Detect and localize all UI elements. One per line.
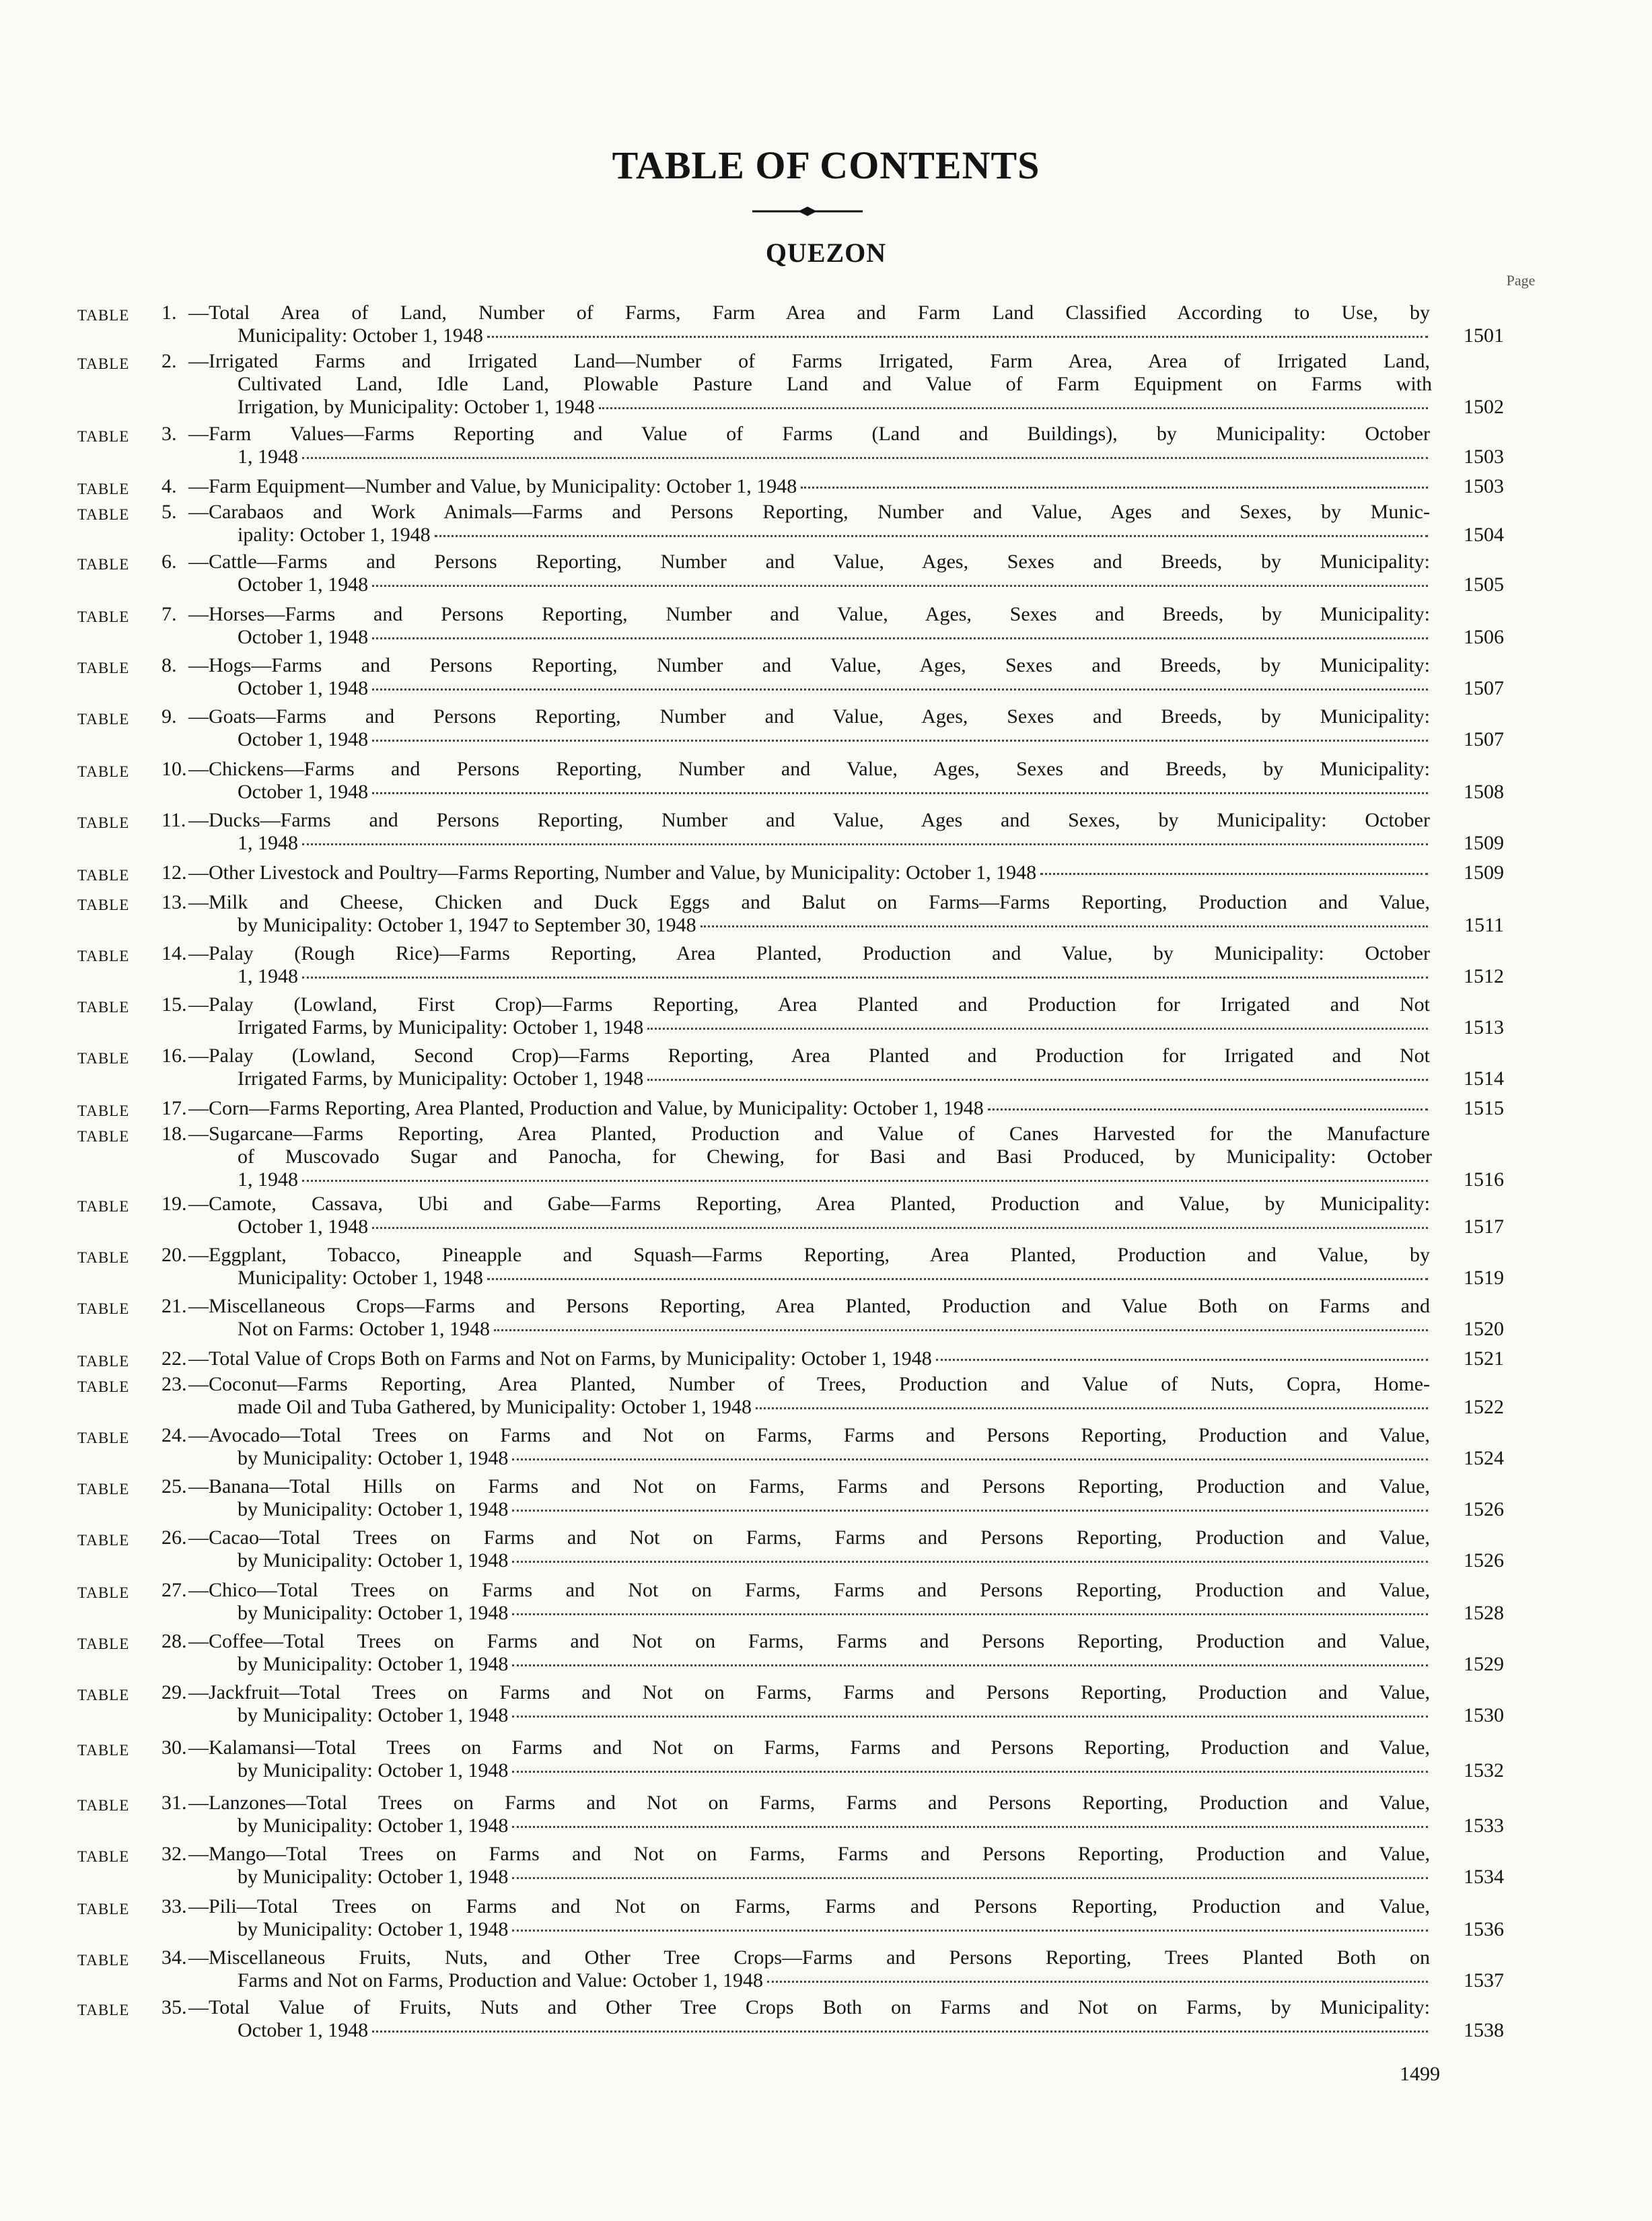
toc-entry-label: TABLE xyxy=(77,1050,130,1067)
toc-entry-title: —Camote, Cassava, Ubi and Gabe—Farms Reporting, Area Planted, Production and Value, by Municipality: xyxy=(188,1193,1430,1215)
toc-entry-page: 1502 xyxy=(1464,396,1504,418)
toc-entry-title-continued: October 1, 1948 xyxy=(238,1215,369,1238)
toc-entry-number: 2. xyxy=(161,350,177,372)
toc-entry-title-continued: October 1, 1948 xyxy=(238,626,369,648)
toc-entry-page: 1507 xyxy=(1464,728,1504,750)
toc-entry-title-continued: of Muscovado Sugar and Panocha, for Chewing, for Basi and Basi Produced, by Municipality: October xyxy=(238,1145,1432,1168)
toc-entry[interactable] xyxy=(77,809,1504,855)
toc-entry-page: 1538 xyxy=(1464,2019,1504,2041)
toc-entry-title-continued: by Municipality: October 1, 1948 xyxy=(238,1549,509,1572)
toc-entry-title-continued: October 1, 1948 xyxy=(238,781,369,803)
dot-leader xyxy=(647,1079,1428,1081)
toc-entry[interactable] xyxy=(77,551,1504,596)
toc-entry-number: 15. xyxy=(161,993,187,1016)
toc-entry-title-continued: by Municipality: October 1, 1948 xyxy=(238,1918,509,1940)
toc-entry-page: 1533 xyxy=(1464,1814,1504,1837)
dot-leader xyxy=(302,1180,1428,1182)
toc-entry-page: 1501 xyxy=(1464,324,1504,347)
toc-entry-title-continued: Irrigated Farms, by Municipality: October 1, 1948 xyxy=(238,1016,644,1038)
toc-entry-page: 1513 xyxy=(1464,1016,1504,1038)
toc-entry-number: 11. xyxy=(161,809,186,831)
toc-entry-page: 1511 xyxy=(1464,914,1504,936)
toc-entry-title-continued: Cultivated Land, Idle Land, Plowable Pasture Land and Value of Farm Equipment on Farms with xyxy=(238,373,1432,395)
toc-entry-title: —Hogs—Farms and Persons Reporting, Number and Value, Ages, Sexes and Breeds, by Municipality: xyxy=(188,654,1430,676)
toc-entry-page: 1526 xyxy=(1464,1498,1504,1520)
toc-entry-title-continued: by Municipality: October 1, 1947 to September 30, 1948 xyxy=(238,914,696,936)
toc-entry[interactable] xyxy=(77,861,1504,884)
toc-entry-title: —Eggplant, Tobacco, Pineapple and Squash—Farms Reporting, Area Planted, Production and Value, by xyxy=(188,1244,1430,1266)
page-title: TABLE OF CONTENTS xyxy=(612,143,1040,187)
toc-entry-label: TABLE xyxy=(77,948,130,964)
toc-entry-title-continued: Municipality: October 1, 1948 xyxy=(238,324,483,347)
toc-entry[interactable] xyxy=(77,705,1504,751)
toc-entry-label: TABLE xyxy=(77,307,130,324)
toc-entry-page: 1516 xyxy=(1464,1168,1504,1191)
toc-entry[interactable] xyxy=(77,423,1504,468)
toc-entry-title: —Farm Values—Farms Reporting and Value of Farms (Land and Buildings), by Municipality: October xyxy=(188,423,1430,445)
toc-entry-number: 7. xyxy=(161,603,177,625)
toc-entry-title-continued: by Municipality: October 1, 1948 xyxy=(238,1602,509,1624)
toc-entry[interactable] xyxy=(77,475,1504,498)
dot-leader xyxy=(487,336,1428,338)
toc-entry[interactable] xyxy=(77,758,1504,804)
toc-entry-label: TABLE xyxy=(77,660,130,676)
toc-entry-title-continued: 1, 1948 xyxy=(238,1168,298,1191)
toc-entry-page: 1528 xyxy=(1464,1602,1504,1624)
toc-entry-label: TABLE xyxy=(77,1687,130,1703)
toc-entry-label: TABLE xyxy=(77,428,130,445)
toc-entry-number: 9. xyxy=(161,705,177,728)
toc-entry-label: TABLE xyxy=(77,1300,130,1317)
toc-entry-title: —Coffee—Total Trees on Farms and Not on Farms, Farms and Persons Reporting, Production and Value, xyxy=(188,1630,1430,1652)
toc-entry-label: TABLE xyxy=(77,1848,130,1865)
toc-entry-label: TABLE xyxy=(77,1249,130,1266)
toc-entry[interactable] xyxy=(77,1097,1504,1120)
toc-entry[interactable] xyxy=(77,1843,1504,1889)
dot-leader xyxy=(512,1771,1428,1773)
dot-leader xyxy=(512,1930,1428,1932)
toc-entry-label: TABLE xyxy=(77,481,130,497)
toc-entry-title-continued: 1, 1948 xyxy=(238,446,298,468)
toc-entry-title: —Jackfruit—Total Trees on Farms and Not on Farms, Farms and Persons Reporting, Production and Value, xyxy=(188,1681,1430,1703)
toc-entry-page: 1520 xyxy=(1464,1318,1504,1340)
toc-entry[interactable] xyxy=(77,603,1504,649)
dot-leader xyxy=(302,977,1428,979)
toc-entry-title-continued: ipality: October 1, 1948 xyxy=(238,524,431,546)
toc-entry-title: —Other Livestock and Poultry—Farms Reporting, Number and Value, by Municipality: October 1, 1948 xyxy=(188,861,1037,884)
toc-entry-number: 25. xyxy=(161,1475,187,1497)
toc-entry-page: 1506 xyxy=(1464,626,1504,648)
dot-leader xyxy=(372,2031,1428,2033)
toc-entry[interactable] xyxy=(77,942,1504,988)
toc-entry-title-continued: October 1, 1948 xyxy=(238,2019,369,2041)
toc-entry-label: TABLE xyxy=(77,355,130,372)
toc-entry-title: —Miscellaneous Fruits, Nuts, and Other Tree Crops—Farms and Persons Reporting, Trees Planted Both on xyxy=(188,1946,1430,1969)
toc-entry-title: —Corn—Farms Reporting, Area Planted, Production and Value, by Municipality: October 1, 1948 xyxy=(188,1097,984,1119)
toc-entry-number: 18. xyxy=(161,1123,187,1145)
toc-entry-title-continued: made Oil and Tuba Gathered, by Municipality: October 1, 1948 xyxy=(238,1396,752,1418)
toc-entry-number: 20. xyxy=(161,1244,187,1266)
toc-entry[interactable] xyxy=(77,1244,1504,1290)
toc-entry-page: 1537 xyxy=(1464,1969,1504,1991)
toc-entry-page: 1532 xyxy=(1464,1759,1504,1782)
dot-leader xyxy=(512,1613,1428,1615)
toc-entry[interactable] xyxy=(77,993,1504,1039)
toc-entry-number: 12. xyxy=(161,861,187,884)
toc-entry[interactable] xyxy=(77,350,1504,419)
toc-entry-title-continued: Farms and Not on Farms, Production and Value: October 1, 1948 xyxy=(238,1969,764,1991)
toc-entry-label: TABLE xyxy=(77,1481,130,1497)
toc-entry-label: TABLE xyxy=(77,1742,130,1759)
toc-entry-label: TABLE xyxy=(77,999,130,1016)
toc-entry-page: 1507 xyxy=(1464,677,1504,699)
toc-entry-label: TABLE xyxy=(77,1584,130,1601)
toc-entry-label: TABLE xyxy=(77,763,130,780)
toc-entry-label: TABLE xyxy=(77,1532,130,1549)
toc-entry-number: 8. xyxy=(161,654,177,676)
dot-leader xyxy=(372,689,1428,691)
toc-entry[interactable] xyxy=(77,891,1504,937)
toc-entry-title: —Coconut—Farms Reporting, Area Planted, Number of Trees, Production and Value of Nuts, Copra, Home- xyxy=(188,1373,1430,1395)
toc-entry-number: 34. xyxy=(161,1946,187,1969)
toc-entry-title: —Mango—Total Trees on Farms and Not on Farms, Farms and Persons Reporting, Production and Value, xyxy=(188,1843,1430,1865)
toc-entry-page: 1534 xyxy=(1464,1866,1504,1888)
toc-entry-title: —Horses—Farms and Persons Reporting, Number and Value, Ages, Sexes and Breeds, by Municipality: xyxy=(188,603,1430,625)
toc-entry-title: —Sugarcane—Farms Reporting, Area Planted, Production and Value of Canes Harvested for the Manufacture xyxy=(188,1123,1430,1145)
toc-entry[interactable] xyxy=(77,1045,1504,1090)
page-column-header: Page xyxy=(1506,272,1536,289)
dot-leader xyxy=(701,925,1428,927)
toc-entry-number: 6. xyxy=(161,551,177,573)
toc-entry-label: TABLE xyxy=(77,506,130,523)
toc-entry[interactable] xyxy=(77,1347,1504,1370)
toc-entry-page: 1536 xyxy=(1464,1918,1504,1940)
toc-entry[interactable] xyxy=(77,1475,1504,1521)
dot-leader xyxy=(988,1108,1428,1110)
toc-entry[interactable] xyxy=(77,1579,1504,1625)
dot-leader xyxy=(801,487,1428,489)
toc-entry-title: —Kalamansi—Total Trees on Farms and Not on Farms, Farms and Persons Reporting, Production and Value, xyxy=(188,1736,1430,1759)
toc-entry-label: TABLE xyxy=(77,1353,130,1370)
toc-entry-page: 1519 xyxy=(1464,1267,1504,1289)
section-heading: QUEZON xyxy=(765,238,887,268)
toc-entry-title-continued: by Municipality: October 1, 1948 xyxy=(238,1759,509,1782)
toc-entry[interactable] xyxy=(77,1424,1504,1470)
toc-entry-title: —Pili—Total Trees on Farms and Not on Farms, Farms and Persons Reporting, Production and Value, xyxy=(188,1895,1430,1917)
toc-entry-number: 22. xyxy=(161,1347,187,1370)
toc-entry-number: 30. xyxy=(161,1736,187,1759)
dot-leader xyxy=(372,1227,1428,1229)
toc-entry-title-continued: Irrigation, by Municipality: October 1, 1948 xyxy=(238,396,595,418)
toc-entry-title: —Milk and Cheese, Chicken and Duck Eggs and Balut on Farms—Farms Reporting, Production and Value, xyxy=(188,891,1430,913)
dot-leader xyxy=(599,407,1428,409)
toc-entry-title-continued: 1, 1948 xyxy=(238,965,298,987)
toc-entry-label: TABLE xyxy=(77,1378,130,1395)
toc-entry-title: —Banana—Total Hills on Farms and Not on Farms, Farms and Persons Reporting, Production and Value, xyxy=(188,1475,1430,1497)
toc-entry-page: 1521 xyxy=(1464,1347,1504,1370)
toc-entry-title-continued: Municipality: October 1, 1948 xyxy=(238,1267,483,1289)
dot-leader xyxy=(936,1359,1428,1361)
toc-entry-number: 1. xyxy=(161,302,177,324)
toc-entry-page: 1514 xyxy=(1464,1067,1504,1090)
toc-entry-page: 1530 xyxy=(1464,1704,1504,1726)
toc-entry-page: 1508 xyxy=(1464,781,1504,803)
toc-entry-title-continued: by Municipality: October 1, 1948 xyxy=(238,1498,509,1520)
toc-entry-number: 3. xyxy=(161,423,177,445)
toc-entry-title-continued: Not on Farms: October 1, 1948 xyxy=(238,1318,490,1340)
toc-entry-page: 1529 xyxy=(1464,1653,1504,1675)
toc-entry-page: 1509 xyxy=(1464,861,1504,884)
toc-entry[interactable] xyxy=(77,1792,1504,1837)
toc-entry[interactable] xyxy=(77,1526,1504,1572)
toc-entry-number: 5. xyxy=(161,501,177,523)
dot-leader xyxy=(512,1458,1428,1460)
dot-leader xyxy=(487,1278,1428,1280)
toc-entry-number: 4. xyxy=(161,475,177,497)
toc-entry-title: —Chico—Total Trees on Farms and Not on Farms, Farms and Persons Reporting, Production and Value, xyxy=(188,1579,1430,1601)
toc-entry-title-continued: by Municipality: October 1, 1948 xyxy=(238,1704,509,1726)
toc-entry-title: —Palay (Lowland, Second Crop)—Farms Reporting, Area Planted and Production for Irrigated and Not xyxy=(188,1045,1430,1067)
toc-entry-label: TABLE xyxy=(77,2002,130,2018)
toc-entry-title: —Irrigated Farms and Irrigated Land—Number of Farms Irrigated, Farm Area, Area of Irrigated Land, xyxy=(188,350,1430,372)
toc-entry-title: —Total Value of Crops Both on Farms and Not on Farms, by Municipality: October 1, 1948 xyxy=(188,1347,932,1370)
toc-entry-page: 1503 xyxy=(1464,475,1504,497)
dot-leader xyxy=(372,637,1428,639)
toc-entry-title-continued: by Municipality: October 1, 1948 xyxy=(238,1447,509,1469)
toc-entry-page: 1526 xyxy=(1464,1549,1504,1572)
toc-entry-label: TABLE xyxy=(77,1952,130,1969)
toc-entry-number: 23. xyxy=(161,1373,187,1395)
toc-entry[interactable] xyxy=(77,1193,1504,1238)
toc-entry-label: TABLE xyxy=(77,556,130,573)
dot-leader xyxy=(1040,873,1428,875)
toc-entry-title-continued: by Municipality: October 1, 1948 xyxy=(238,1814,509,1837)
toc-entry-title: —Total Area of Land, Number of Farms, Farm Area and Farm Land Classified According to Use, by xyxy=(188,302,1430,324)
page-number: 1499 xyxy=(1400,2063,1440,2085)
toc-entry-number: 27. xyxy=(161,1579,187,1601)
toc-entry-label: TABLE xyxy=(77,814,130,831)
toc-entry-label: TABLE xyxy=(77,1102,130,1119)
toc-entry[interactable] xyxy=(77,1295,1504,1341)
toc-entry-number: 31. xyxy=(161,1792,187,1814)
toc-entry-label: TABLE xyxy=(77,896,130,913)
toc-entry-number: 14. xyxy=(161,942,187,964)
dot-leader xyxy=(512,1664,1428,1666)
toc-entry-title-continued: October 1, 1948 xyxy=(238,728,369,750)
toc-entry-label: TABLE xyxy=(77,1797,130,1814)
toc-entry-title: —Farm Equipment—Number and Value, by Municipality: October 1, 1948 xyxy=(188,475,797,497)
toc-entry-number: 32. xyxy=(161,1843,187,1865)
toc-entry-number: 29. xyxy=(161,1681,187,1703)
toc-entry-page: 1504 xyxy=(1464,524,1504,546)
toc-entry-title-continued: October 1, 1948 xyxy=(238,573,369,596)
dot-leader xyxy=(372,740,1428,742)
toc-entry[interactable] xyxy=(77,1123,1504,1191)
toc-entry-number: 26. xyxy=(161,1526,187,1549)
toc-entry-label: TABLE xyxy=(77,608,130,625)
dot-leader xyxy=(372,585,1428,587)
toc-entry-title-continued: by Municipality: October 1, 1948 xyxy=(238,1653,509,1675)
dot-leader xyxy=(494,1329,1428,1331)
toc-entry-number: 28. xyxy=(161,1630,187,1652)
toc-entry-title: —Cattle—Farms and Persons Reporting, Number and Value, Ages, Sexes and Breeds, by Municipality: xyxy=(188,551,1430,573)
toc-entry-title-continued: by Municipality: October 1, 1948 xyxy=(238,1866,509,1888)
toc-entry-label: TABLE xyxy=(77,867,130,884)
toc-entry[interactable] xyxy=(77,1946,1504,1992)
dot-leader xyxy=(756,1407,1428,1409)
toc-entry[interactable] xyxy=(77,1373,1504,1419)
dot-leader xyxy=(302,843,1428,845)
toc-entry-title: —Palay (Rough Rice)—Farms Reporting, Area Planted, Production and Value, by Municipality: October xyxy=(188,942,1430,964)
toc-entry-label: TABLE xyxy=(77,711,130,728)
toc-entry-page: 1505 xyxy=(1464,573,1504,596)
toc-entry-page: 1515 xyxy=(1464,1097,1504,1119)
toc-entry-title: —Carabaos and Work Animals—Farms and Persons Reporting, Number and Value, Ages and Sexes, by Munic- xyxy=(188,501,1430,523)
toc-entry[interactable] xyxy=(77,1681,1504,1727)
toc-entry-title: —Avocado—Total Trees on Farms and Not on Farms, Farms and Persons Reporting, Production and Value, xyxy=(188,1424,1430,1446)
dot-leader xyxy=(767,1981,1428,1983)
toc-entry-number: 16. xyxy=(161,1045,187,1067)
toc-entry-number: 24. xyxy=(161,1424,187,1446)
toc-entry[interactable] xyxy=(77,654,1504,700)
toc-entry-title: —Miscellaneous Crops—Farms and Persons Reporting, Area Planted, Production and Value Both on Farms and xyxy=(188,1295,1430,1317)
toc-entry-title: —Ducks—Farms and Persons Reporting, Number and Value, Ages and Sexes, by Municipality: October xyxy=(188,809,1430,831)
toc-entry-number: 10. xyxy=(161,758,187,780)
toc-entry-page: 1503 xyxy=(1464,446,1504,468)
toc-entry-title-continued: October 1, 1948 xyxy=(238,677,369,699)
toc-entry[interactable] xyxy=(77,1895,1504,1941)
toc-entry-title: —Palay (Lowland, First Crop)—Farms Reporting, Area Planted and Production for Irrigated and Not xyxy=(188,993,1430,1016)
toc-entry[interactable] xyxy=(77,1996,1504,2042)
dot-leader xyxy=(512,1561,1428,1563)
dot-leader xyxy=(435,535,1428,537)
dot-leader xyxy=(512,1716,1428,1718)
toc-entry-page: 1522 xyxy=(1464,1396,1504,1418)
dot-leader xyxy=(647,1028,1428,1030)
dot-leader xyxy=(302,457,1428,459)
toc-entry-page: 1512 xyxy=(1464,965,1504,987)
toc-entry-number: 17. xyxy=(161,1097,187,1119)
toc-entry-label: TABLE xyxy=(77,1128,130,1145)
dot-leader xyxy=(512,1826,1428,1828)
toc-entry-title: —Chickens—Farms and Persons Reporting, Number and Value, Ages, Sexes and Breeds, by Municipality: xyxy=(188,758,1430,780)
toc-entry-label: TABLE xyxy=(77,1198,130,1215)
toc-entry-title-continued: Irrigated Farms, by Municipality: October 1, 1948 xyxy=(238,1067,644,1090)
toc-entry-number: 35. xyxy=(161,1996,187,2018)
toc-entry[interactable] xyxy=(77,1630,1504,1676)
dot-leader xyxy=(512,1510,1428,1512)
toc-entry-title: —Cacao—Total Trees on Farms and Not on Farms, Farms and Persons Reporting, Production and Value, xyxy=(188,1526,1430,1549)
toc-entry-number: 33. xyxy=(161,1895,187,1917)
toc-entry-label: TABLE xyxy=(77,1635,130,1652)
toc-entry-title: —Goats—Farms and Persons Reporting, Number and Value, Ages, Sexes and Breeds, by Municipality: xyxy=(188,705,1430,728)
toc-entry[interactable] xyxy=(77,501,1504,547)
toc-entry-number: 21. xyxy=(161,1295,187,1317)
toc-entry-title-continued: 1, 1948 xyxy=(238,832,298,854)
dot-leader xyxy=(372,792,1428,794)
toc-entry-number: 19. xyxy=(161,1193,187,1215)
toc-entry[interactable] xyxy=(77,302,1504,347)
toc-entry-label: TABLE xyxy=(77,1901,130,1917)
toc-entry[interactable] xyxy=(77,1736,1504,1782)
toc-entry-number: 13. xyxy=(161,891,187,913)
toc-entry-page: 1524 xyxy=(1464,1447,1504,1469)
dot-leader xyxy=(512,1877,1428,1879)
toc-entry-page: 1509 xyxy=(1464,832,1504,854)
toc-entry-label: TABLE xyxy=(77,1430,130,1446)
toc-entry-page: 1517 xyxy=(1464,1215,1504,1238)
toc-entry-title: —Lanzones—Total Trees on Farms and Not on Farms, Farms and Persons Reporting, Production and Value, xyxy=(188,1792,1430,1814)
toc-entry-title: —Total Value of Fruits, Nuts and Other Tree Crops Both on Farms and Not on Farms, by Municipality: xyxy=(188,1996,1430,2018)
